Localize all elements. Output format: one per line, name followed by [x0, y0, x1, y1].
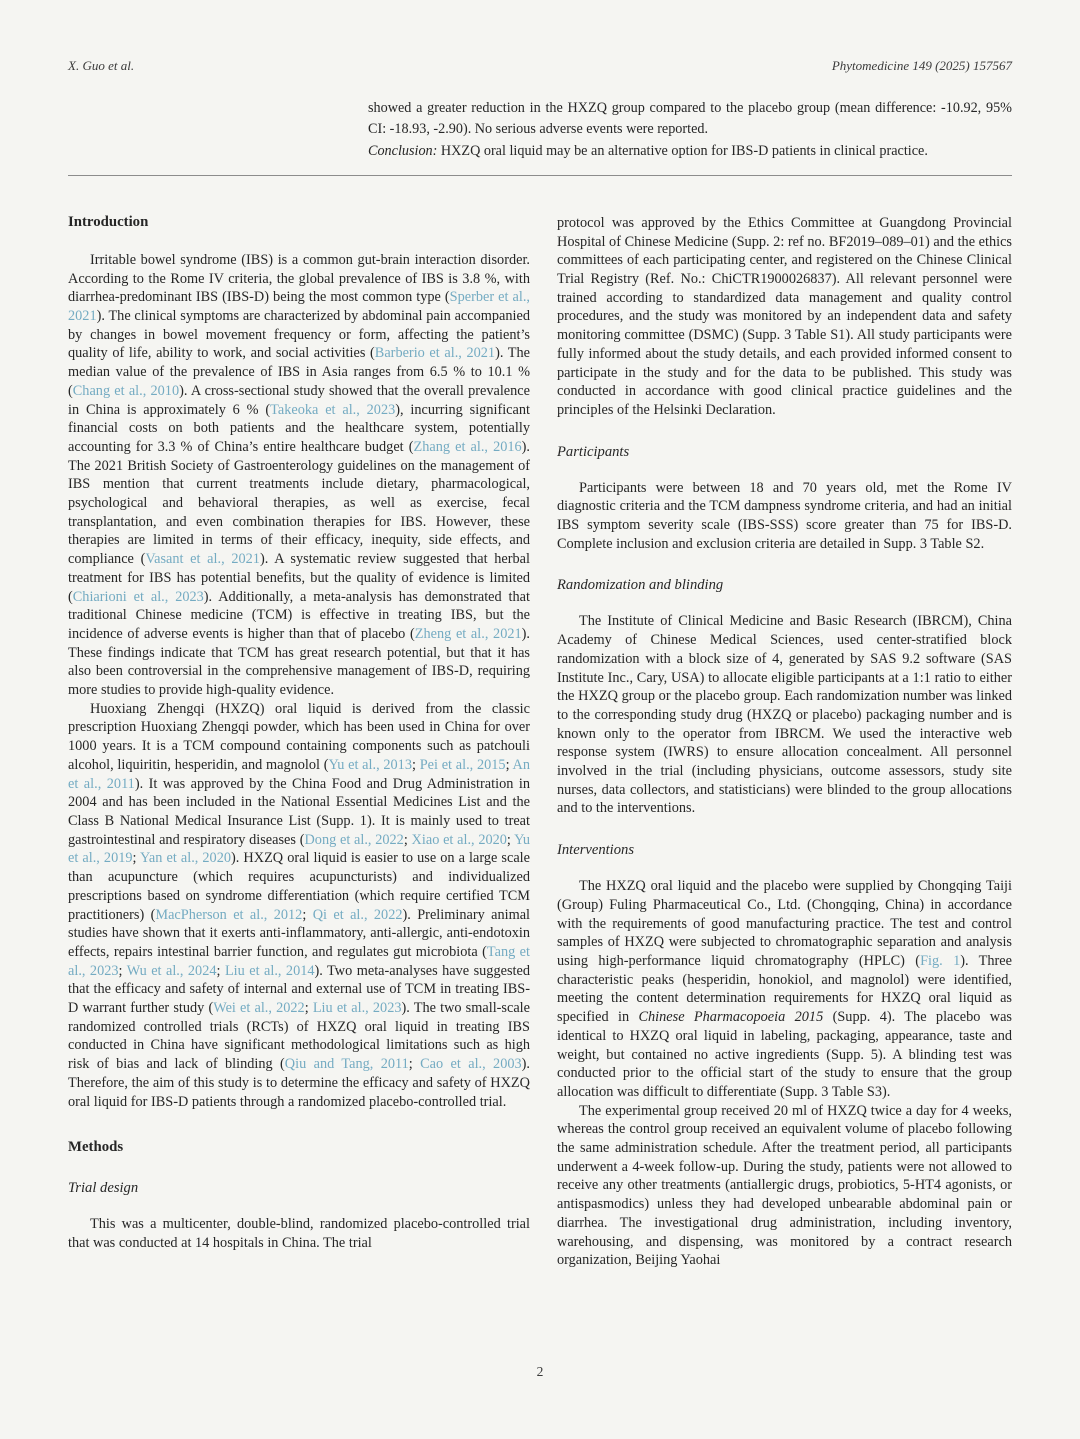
subsection-heading-randomization-and-blinding: Randomization and blinding [557, 577, 724, 594]
left-column [68, 214, 530, 1270]
citation-link[interactable]: Barberio et al., 2021 [374, 345, 496, 362]
citation-link[interactable]: Qi et al., 2022 [312, 906, 403, 923]
abstract-continuation [368, 98, 1012, 162]
citation-link[interactable]: Yan et al., 2020 [140, 850, 232, 867]
section-heading-methods: Methods [68, 1139, 124, 1156]
section-heading-introduction: Introduction [68, 213, 149, 230]
paragraph [68, 700, 530, 1111]
author-header: X. Guo et al. [68, 58, 135, 73]
text-run: ). The median value of the prevalence of IBS in Asia ranges from 6.5 % to 10.1 % ( [68, 345, 530, 399]
citation-link[interactable]: Wu et al., 2024 [126, 962, 217, 979]
paragraph [557, 214, 1012, 420]
text-run: Huoxiang Zhengqi (HXZQ) oral liquid is derived from the classic prescription Huoxiang Zhengqi powder, which has been used in China for over 1000 years. It is a TCM compound containing components such as patchouli alcohol, liquiritin, hesperidin, and magnolol ( [68, 700, 530, 773]
citation-link[interactable]: Wei et al., 2022 [213, 1000, 305, 1017]
text-run: ). The two small-scale randomized controlled trials (RCTs) of HXZQ oral liquid in treating IBS conducted in China have significant methodological limitations such as high risk of bias and lack of blinding ( [68, 1000, 530, 1073]
text-run: Participants were between 18 and 70 years old, met the Rome IV diagnostic criteria and the TCM dampness syndrome criteria, and had an initial IBS symptom severity scale (IBS-SSS) score greater than 75 for IBS-D. Complete inclusion and exclusion criteria are detailed in Supp. 3 Table S2. [557, 479, 1012, 552]
text-run: ; [403, 831, 412, 848]
citation-link[interactable]: Sperber et al., 2021 [68, 289, 530, 324]
citation-link[interactable]: Yu et al., 2019 [68, 831, 530, 867]
citation-link[interactable]: Zhang et al., 2016 [413, 438, 522, 455]
citation-link[interactable]: An et al., 2011 [68, 756, 530, 792]
header-divider [68, 175, 1012, 176]
citation-link[interactable]: Chiarioni et al., 2023 [72, 588, 204, 605]
text-run: ). Therefore, the aim of this study is to determine the efficacy and safety of HXZQ oral liquid for IBS-D patients through a randomized placebo-controlled trial. [68, 1056, 530, 1110]
text-run: ). Additionally, a meta-analysis has demonstrated that traditional Chinese medicine (TCM) is effective in treating IBS, but the incidence of adverse events is higher than that of placebo ( [68, 588, 530, 642]
citation-link[interactable]: Tang et al., 2023 [68, 943, 530, 979]
text-run: This was a multicenter, double-blind, randomized placebo-controlled trial that was conducted at 14 hospitals in China. The trial [68, 1216, 530, 1251]
text-run: ). These findings indicate that TCM has great research potential, but that it has also been controversial in the comprehensive management of IBS-D, requiring more studies to provide high-quality evidence. [68, 625, 530, 699]
citation-link[interactable]: Liu et al., 2014 [224, 962, 315, 979]
text-run: ; [118, 962, 127, 979]
citation-link[interactable]: Qiu and Tang, 2011 [284, 1056, 409, 1073]
paragraph [557, 479, 1012, 554]
text-run: The experimental group received 20 ml of HXZQ twice a day for 4 weeks, whereas the control group received an equivalent volume of placebo following the same administration schedule. After the treatment period, all participants underwent a 4-week follow-up. During the study, patients were not allowed to receive any other treatments (antiallergic drugs, probiotics, 5-HT4 agonists, or antispasmodics) unless they had developed unbearable abdominal pain or diarrhea. The investigational drug administration, including inventory, warehousing, and dispensing, was monitored by a contract research organization, Beijing Yaohai [557, 1102, 1012, 1269]
italic-text: Chinese Pharmacopoeia 2015 [638, 1009, 824, 1026]
text-run: HXZQ oral liquid may be an alternative option for IBS-D patients in clinical practice. [437, 142, 928, 159]
text-run: ). A systematic review suggested that herbal treatment for IBS has potential benefits, but the quality of evidence is limited ( [68, 551, 531, 605]
paragraph [68, 1215, 530, 1252]
text-run: showed a greater reduction in the HXZQ group compared to the placebo group (mean difference: -10.92, 95% CI: -18.93, -2.90). No serious adverse events were reported. [368, 100, 1012, 138]
text-run: ; [411, 756, 420, 773]
text-run: ; [506, 831, 515, 848]
citation-link[interactable]: Dong et al., 2022 [304, 831, 404, 848]
text-run: ). Three characteristic peaks (hesperidin, honokiol, and magnolol) were identified, meeting the content determination requirements for HXZQ oral liquid as specified in [557, 952, 1012, 1026]
text-run: ). The 2021 British Society of Gastroenterology guidelines on the management of IBS mention that current treatments include dietary, pharmacological, psychological and behavioral therapies, as well as exercise, fecal transplantation, and even combination therapies for IBS. However, these therapies are limited in terms of their efficacy, inequity, side effects, and compliance ( [68, 438, 531, 568]
subsection-heading-trial-design: Trial design [68, 1180, 139, 1197]
paragraph [368, 98, 1012, 141]
text-run: ; [304, 1000, 313, 1017]
text-run: The HXZQ oral liquid and the placebo were supplied by Chongqing Taiji (Group) Fuling Pharmaceutical Co., Ltd. (Chongqing, China) in accordance with the requirements of good manufacturing practice. The test and control samples of HXZQ were subjected to chromatographic separation and analysis using high-performance liquid chromatography (HPLC) ( [557, 878, 1012, 969]
text-run: protocol was approved by the Ethics Committee at Guangdong Provincial Hospital of Chinese Medicine (Supp. 2: ref no. BF2019–089–01) and the ethics committees of each participating center, and registered on the Chinese Clinical Trial Registry (Ref. No.: ChiCTR1900026837). All relevant personnel were trained according to standardized data management and quality control procedures, and the study was monitored by an independent data and safety monitoring committee (DSMC) (Supp. 3 Table S1). All study participants were fully informed about the study details, and each provided informed consent to participate in the study and for the data to be published. This study was conducted in accordance with good clinical practice guidelines and the principles of the Helsinki Declaration. [557, 214, 1012, 418]
text-run: ; [408, 1056, 421, 1073]
text-run: ). HXZQ oral liquid is easier to use on a large scale than acupuncture (which requires acupuncturists) and individualized prescriptions based on syndrome differentiation (which require certified TCM practitioners) ( [68, 850, 530, 923]
citation-link[interactable]: Xiao et al., 2020 [411, 831, 507, 848]
text-run: ). It was approved by the China Food and Drug Administration in 2004 and has been included in the National Essential Medicines List and the Class B National Medical Insurance List (Supp. 1). It is mainly used to treat gastrointestinal and respiratory diseases ( [68, 775, 530, 848]
text-run: ). Two meta-analyses have suggested that the efficacy and safety of internal and external use of TCM in treating IBS-D warrant further study ( [68, 962, 530, 1017]
article-body [68, 214, 1012, 1270]
paragraph [557, 612, 1012, 818]
paragraph [368, 141, 1012, 162]
text-run: ; [302, 906, 313, 923]
citation-link[interactable]: Takeoka et al., 2023 [270, 401, 396, 418]
text-run: ). The clinical symptoms are characterized by abdominal pain accompanied by changes in bowel movement frequency or form, affecting the patient’s quality of life, ability to work, and social activities ( [68, 308, 530, 362]
running-head [68, 58, 1012, 74]
paragraph [68, 251, 530, 700]
citation-link[interactable]: MacPherson et al., 2012 [155, 906, 303, 923]
page-number: 2 [536, 1364, 544, 1379]
citation-link[interactable]: Yu et al., 2013 [328, 756, 412, 773]
subsection-heading-participants: Participants [557, 443, 630, 460]
citation-link[interactable]: Liu et al., 2023 [312, 1000, 402, 1017]
citation-link[interactable]: Cao et al., 2003 [420, 1056, 522, 1073]
text-run: ; [505, 756, 513, 773]
text-run: (Supp. 4). The placebo was identical to HXZQ oral liquid in labeling, packaging, appearance, taste and weight, but contained no active ingredients (Supp. 5). A blinding test was conducted prior to the official start of the study to ensure that the group allocation was difficult to differentiate (Supp. 3 Table S3). [557, 1009, 1012, 1100]
text-run: ; [216, 962, 225, 979]
text-run: Irritable bowel syndrome (IBS) is a common gut-brain interaction disorder. According to the Rome IV criteria, the global prevalence of IBS is 3.8 %, with diarrhea-predominant IBS (IBS-D) being the most common type ( [68, 251, 530, 306]
journal-header: Phytomedicine 149 (2025) 157567 [831, 58, 1012, 73]
subsection-heading-interventions: Interventions [557, 842, 635, 859]
italic-text: Conclusion: [368, 142, 438, 159]
citation-link[interactable]: Zheng et al., 2021 [414, 625, 522, 642]
right-column [557, 214, 1012, 1270]
paragraph [557, 1102, 1012, 1270]
citation-link[interactable]: Vasant et al., 2021 [145, 551, 260, 568]
citation-link[interactable]: Chang et al., 2010 [72, 382, 180, 399]
text-run: The Institute of Clinical Medicine and Basic Research (IBRCM), China Academy of Chinese Medical Sciences, used center-stratified block randomization with a block size of 4, generated by SAS 9.2 software (SAS Institute Inc., Cary, USA) to allocate eligible participants at a 1:1 ratio to either the HXZQ group or the placebo group. Each randomization number was linked to the corresponding study drug (HXZQ or placebo) packaging number and is known only to the operator from IBRCM. We used the interactive web response system (IWRS) to ensure allocation concealment. All personnel involved in the trial (including physicians, outcome assessors, study site nurses, data collectors, and statisticians) were blinded to the group allocations and to the interventions. [557, 613, 1012, 817]
text-run: ). Preliminary animal studies have shown that it exerts anti-inflammatory, anti-allergic, anti-endotoxin effects, repairs intestinal barrier function, and regulates gut microbiota ( [68, 906, 531, 960]
paragraph [557, 877, 1012, 1101]
citation-link[interactable]: Pei et al., 2015 [419, 756, 506, 773]
text-run: ; [132, 850, 141, 867]
figure-link[interactable]: Fig. 1 [920, 952, 961, 969]
text-run: ), incurring significant financial costs on both patients and the healthcare system, potentially accounting for 3.3 % of China’s entire healthcare budget ( [68, 401, 530, 455]
text-run: ). A cross-sectional study showed that the overall prevalence in China is approximately 6 % ( [68, 382, 530, 418]
